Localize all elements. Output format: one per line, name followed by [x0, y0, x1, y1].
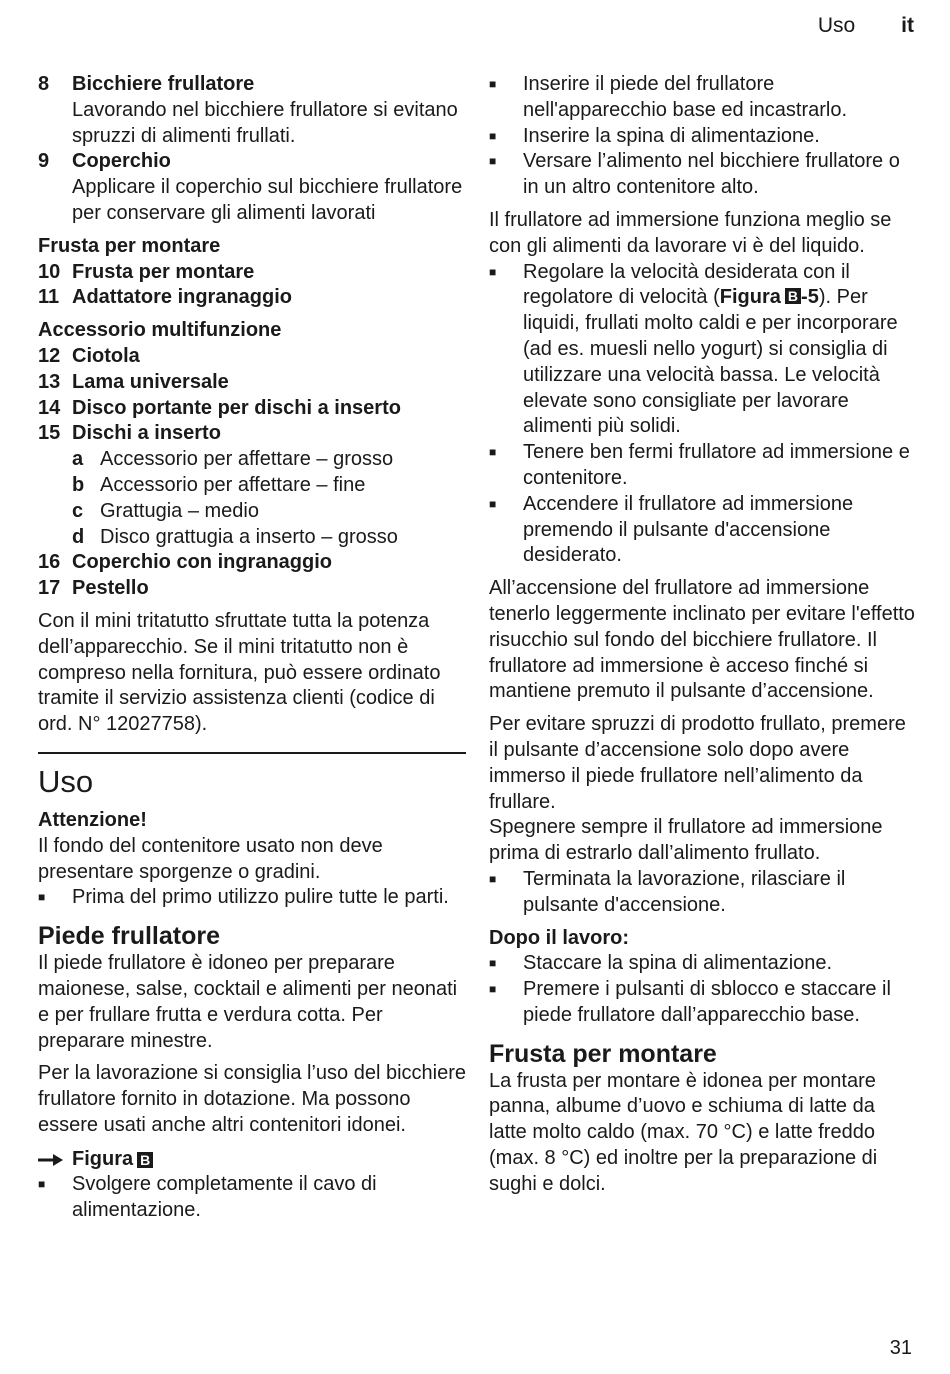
item-title: Coperchio con ingranaggio [72, 551, 333, 574]
list-item [38, 421, 466, 447]
paragraph: All’accensione del frullatore ad immersione tenerlo leggermente inclinato per evitare l'effetto risucchio sul fondo del bicchiere frullatore. Il frullatore ad immersione è acceso finché si mantiene premuto il pulsante d’accensione. [489, 577, 915, 703]
item-title: Lama universale [72, 370, 229, 393]
bullet-item [489, 440, 917, 492]
figure-box: B [137, 1152, 153, 1168]
bullet-item [489, 867, 917, 919]
speed-text-start: Regolare la velocità desiderata con il regolatore di velocità ( [523, 260, 850, 309]
paragraph: Il frullatore ad immersione funziona meglio se con gli alimenti da lavorare vi è del liquido. [489, 208, 892, 257]
list-item [38, 396, 466, 422]
figure-label: Figura [719, 286, 781, 309]
item-title: Coperchio [72, 150, 171, 173]
bullet-item [489, 951, 917, 977]
item-description: Lavorando nel bicchiere frullatore si evitano spruzzi di alimenti frullati. [72, 98, 458, 147]
list-item [38, 550, 466, 576]
list-item [38, 149, 466, 226]
bullet-square-icon: ■ [489, 264, 497, 279]
item-description: Applicare il coperchio sul bicchiere frullatore per conservare gli alimenti lavorati [72, 176, 463, 224]
sub-item [38, 473, 466, 499]
paragraph: Spegnere sempre il frullatore ad immersione prima di estrarlo dall’alimento frullato. [489, 816, 883, 865]
bullet-square-icon: ■ [489, 445, 497, 460]
bullet-text: Inserire il piede del frullatore nell'apparecchio base ed incastrarlo. [523, 73, 848, 121]
figure-reference [38, 1147, 466, 1173]
paragraph: La frusta per montare è idonea per montare panna, albume d’uovo e schiuma di latte da latte molto caldo (max. 70 °C) e latte freddo (max. 8 °C) ed inoltre per la preparazione di sughi e dolci. [489, 1069, 878, 1195]
bullet-item [489, 124, 917, 150]
speed-text-end: ). Per liquidi, frullati molto caldi e per incorporare (ad es. muesli nello yogurt) si consiglia di utilizzare una velocità bassa. Le velocità elevate sono consigliate per lavorare alimenti più solidi. [523, 286, 898, 438]
right-column [489, 72, 917, 1198]
bullet-text: Svolgere completamente il cavo di alimentazione. [72, 1173, 377, 1222]
list-item [38, 576, 466, 602]
item-number: 13 [38, 370, 61, 393]
bullet-item [38, 885, 466, 911]
list-item [38, 370, 466, 396]
bullet-text: Terminata la lavorazione, rilasciare il pulsante d'accensione. [523, 867, 846, 916]
bullet-square-icon: ■ [489, 496, 497, 511]
attention-text: Il fondo del contenitore usato non deve presentare sporgenze o gradini. [38, 834, 383, 883]
item-number: 12 [38, 344, 61, 367]
group-heading: Accessorio multifunzione [38, 319, 282, 342]
sub-item [38, 525, 466, 551]
paragraph: Per evitare spruzzi di prodotto frullato, premere il pulsante d’accensione solo dopo avere immerso il piede frullatore nell’alimento da frullare. [489, 713, 906, 813]
bullet-text: Staccare la spina di alimentazione. [523, 952, 833, 975]
item-number: 10 [38, 260, 61, 283]
section-title: Uso [38, 763, 94, 799]
list-item [38, 72, 466, 149]
bullet-square-icon: ■ [489, 956, 497, 971]
section-divider [38, 752, 466, 754]
group-heading: Frusta per montare [38, 234, 221, 257]
bullet-square-icon: ■ [489, 77, 497, 91]
page-number: 31 [889, 1337, 912, 1359]
left-column [38, 72, 466, 1224]
item-title: Ciotola [72, 344, 140, 367]
paragraph: Il piede frullatore è idoneo per preparare maionese, salse, cocktail e alimenti per neonati e per frullare frutta e verdura cotta. Per preparare minestre. [38, 952, 458, 1052]
list-item [38, 285, 466, 311]
bullet-square-icon: ■ [489, 154, 497, 169]
bullet-text: Accendere il frullatore ad immersione premendo il pulsante d'accensione desiderato. [523, 492, 854, 567]
header-language: it [901, 14, 914, 37]
arrow-right-icon [38, 1153, 72, 1167]
page-header [818, 14, 914, 38]
subsection-title: Frusta per montare [489, 1039, 717, 1068]
item-number: 14 [38, 396, 61, 419]
item-number: 11 [38, 286, 60, 309]
sub-item-text: Accessorio per affettare – fine [100, 473, 366, 496]
item-title: Adattatore ingranaggio [72, 286, 293, 309]
bullet-item [38, 1172, 466, 1224]
bullet-text: Prima del primo utilizzo pulire tutte le parti. [72, 886, 449, 909]
item-title: Disco portante per dischi a inserto [72, 396, 401, 419]
bullet-square-icon: ■ [38, 1177, 46, 1192]
sub-item [38, 499, 466, 525]
bullet-square-icon: ■ [489, 128, 497, 143]
header-section: Uso [817, 14, 856, 37]
bullet-text: Premere i pulsanti di sblocco e staccare il piede frullatore dall’apparecchio base. [523, 978, 891, 1026]
item-number: 16 [38, 551, 61, 574]
sub-item-text: Grattugia – medio [100, 499, 259, 522]
sub-item-letter: a [72, 448, 84, 471]
sub-item-letter: c [72, 499, 84, 522]
sub-item-text: Accessorio per affettare – grosso [100, 448, 394, 471]
bullet-item [489, 72, 917, 124]
bullet-square-icon: ■ [489, 871, 497, 886]
after-work-title: Dopo il lavoro: [489, 926, 629, 949]
bullet-text: Tenere ben fermi frullatore ad immersione e contenitore. [523, 441, 910, 489]
item-title: Dischi a inserto [72, 422, 221, 445]
item-title: Bicchiere frullatore [72, 73, 255, 95]
item-title: Frusta per montare [72, 260, 255, 283]
figure-label: Figura [72, 1147, 134, 1170]
paragraph: Per la lavorazione si consiglia l’uso del bicchiere frullatore fornito in dotazione. Ma possono essere usati anche altri contenitori idonei. [38, 1062, 466, 1136]
figure-box: B [785, 288, 801, 304]
bullet-square-icon: ■ [489, 982, 497, 997]
bullet-item [489, 977, 917, 1029]
item-number: 17 [38, 577, 61, 600]
bullet-item [489, 260, 917, 441]
list-item [38, 260, 466, 286]
list-item [38, 344, 466, 370]
figure-number: -5 [801, 286, 819, 309]
subsection-title: Piede frullatore [38, 922, 220, 951]
sub-item-text: Disco grattugia a inserto – grosso [100, 525, 398, 548]
attention-title: Attenzione! [38, 808, 147, 831]
sub-item-letter: d [72, 525, 85, 548]
bullet-text: Inserire la spina di alimentazione. [523, 124, 820, 147]
item-number: 8 [38, 73, 50, 95]
mini-chopper-paragraph: Con il mini tritatutto sfruttate tutta la potenza dell’apparecchio. Se il mini tritatutto non è compreso nella fornitura, può essere ordinato tramite il servizio assistenza clienti (codice di ord. N° 12027758). [38, 609, 441, 736]
bullet-item [489, 149, 917, 201]
bullet-text: Versare l’alimento nel bicchiere frullatore o in un altro contenitore alto. [523, 150, 900, 199]
item-title: Pestello [72, 577, 149, 600]
sub-item [38, 447, 466, 473]
item-number: 9 [38, 150, 50, 173]
bullet-item [489, 492, 917, 569]
bullet-text [523, 260, 917, 441]
sub-item-letter: b [72, 473, 85, 496]
item-number: 15 [38, 422, 61, 445]
bullet-square-icon: ■ [38, 890, 46, 905]
